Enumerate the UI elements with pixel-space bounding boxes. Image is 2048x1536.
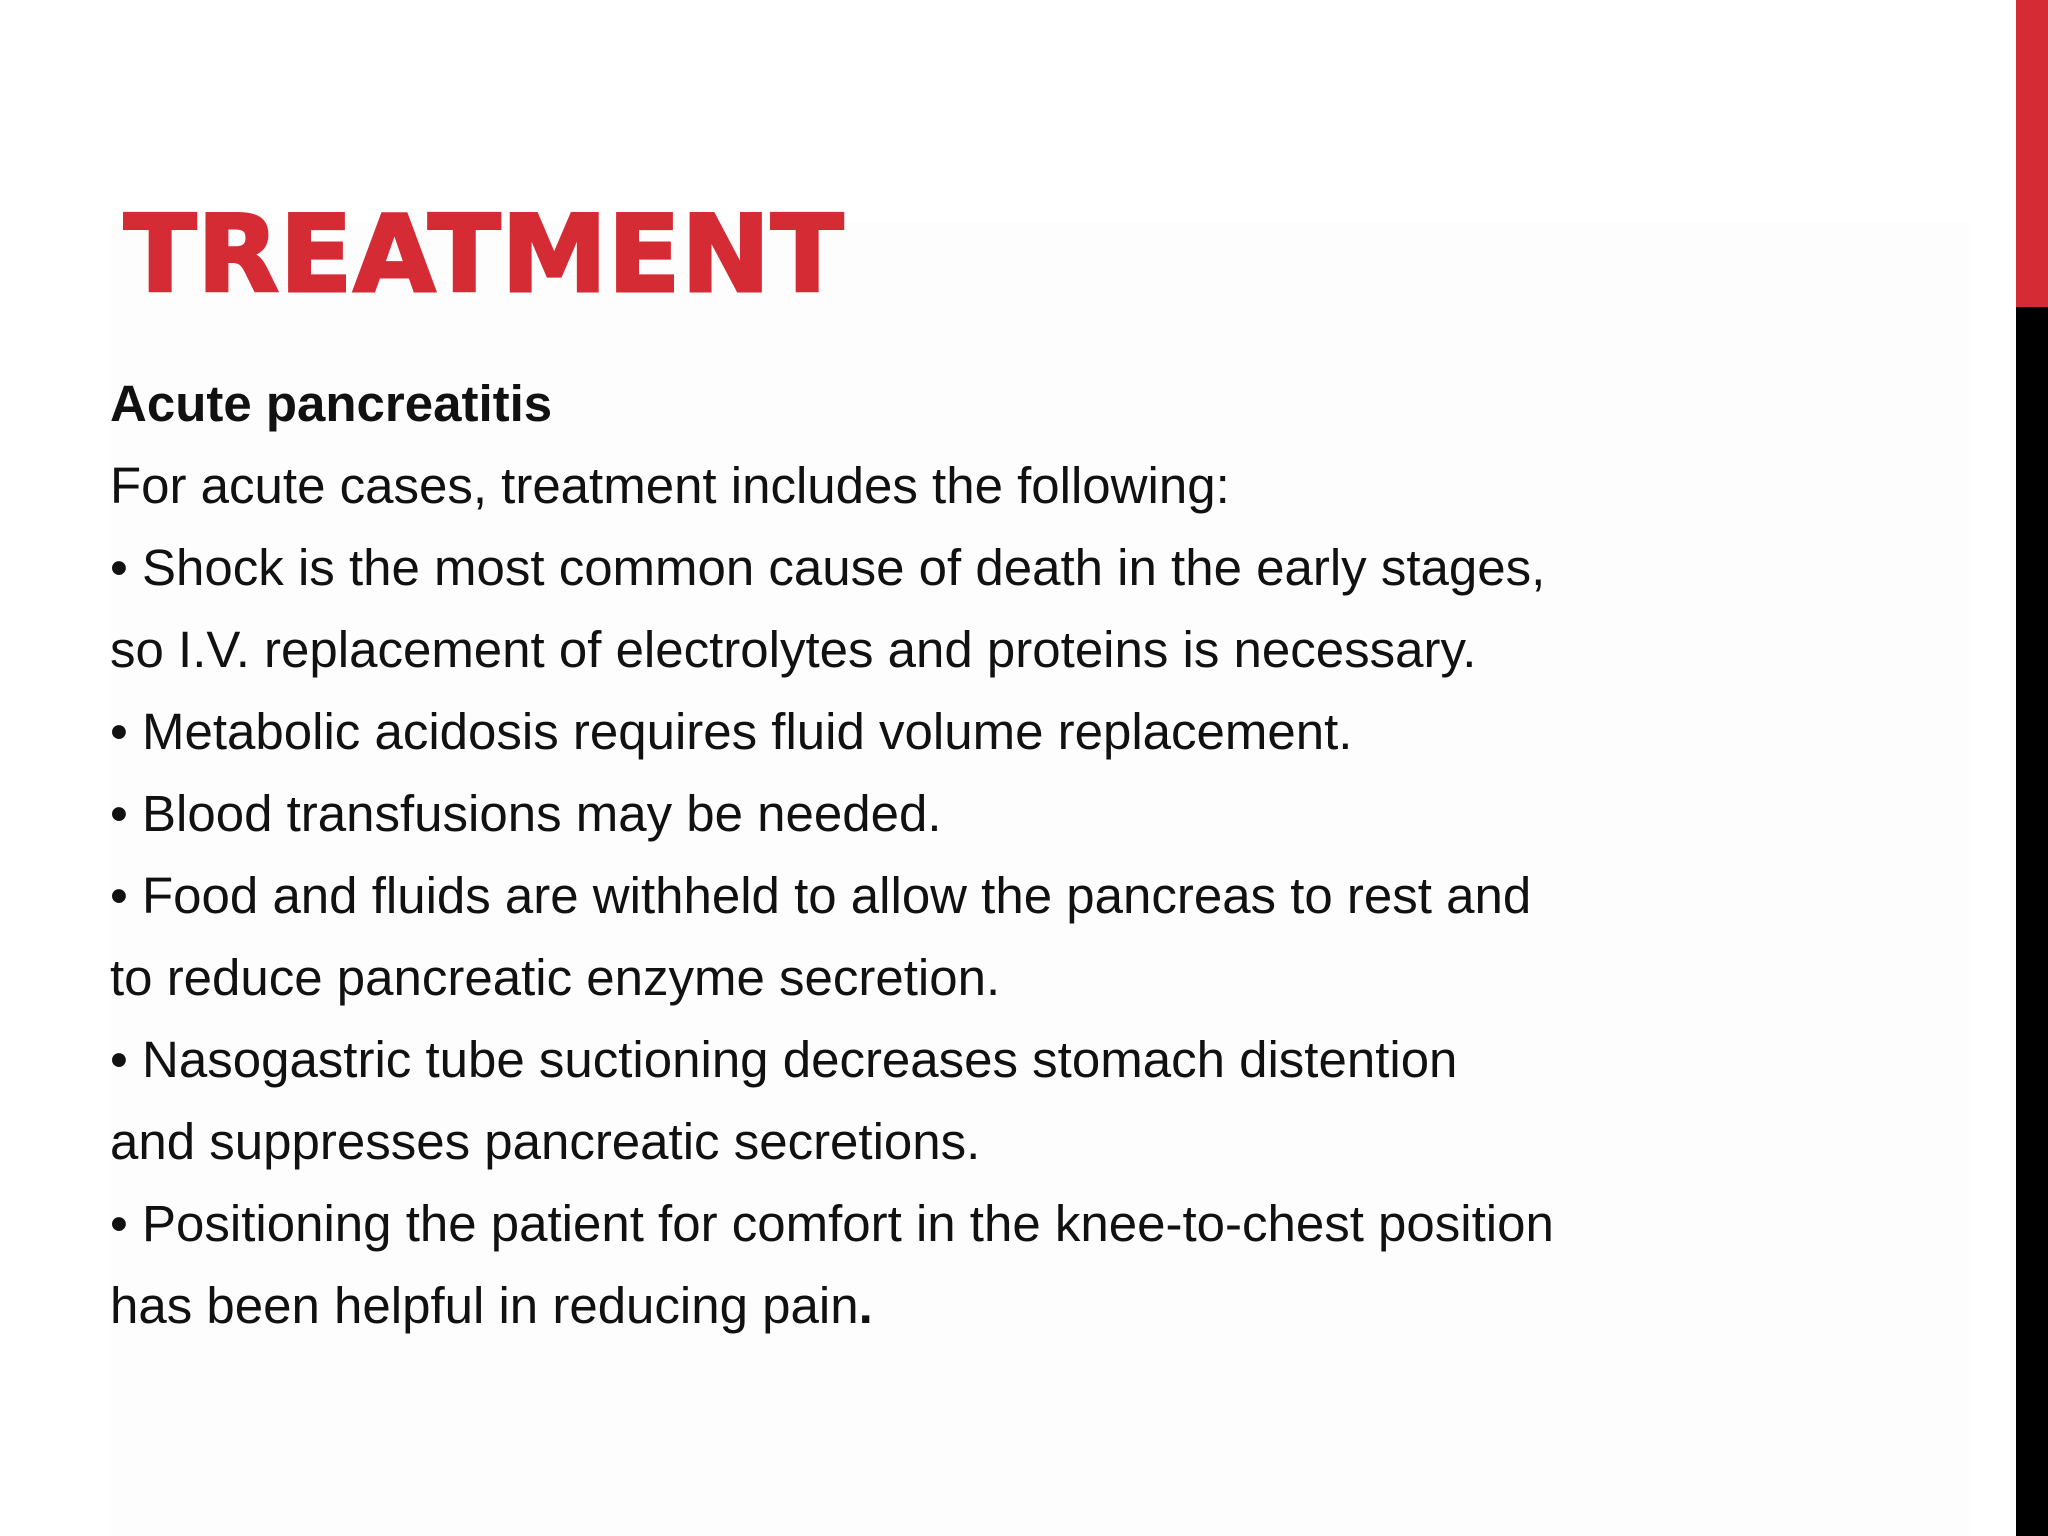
slide-title: TREATMENT (124, 193, 845, 316)
accent-bar-red-segment (2016, 0, 2048, 307)
intro-text: For acute cases, treatment includes the following: (110, 457, 1230, 514)
body-line: • Positioning the patient for comfort in the knee-to-chest position (110, 1195, 1554, 1252)
body-line: • Shock is the most common cause of death in the early stages, (110, 539, 1546, 596)
slide-body (110, 363, 1870, 1347)
body-line: • Nasogastric tube suctioning decreases stomach distention (110, 1031, 1458, 1088)
subheading: Acute pancreatitis (110, 375, 553, 432)
accent-bar (2016, 0, 2048, 1536)
body-line: and suppresses pancreatic secretions. (110, 1113, 981, 1170)
body-line: • Food and fluids are withheld to allow the pancreas to rest and (110, 867, 1532, 924)
last-line-period: . (858, 1277, 873, 1334)
body-line-last (110, 1265, 1870, 1347)
body-line: to reduce pancreatic enzyme secretion. (110, 949, 1001, 1006)
body-line: so I.V. replacement of electrolytes and proteins is necessary. (110, 621, 1477, 678)
body-line: • Metabolic acidosis requires fluid volume replacement. (110, 703, 1353, 760)
body-line: • Blood transfusions may be needed. (110, 785, 942, 842)
last-line-text: has been helpful in reducing pain (110, 1277, 859, 1334)
